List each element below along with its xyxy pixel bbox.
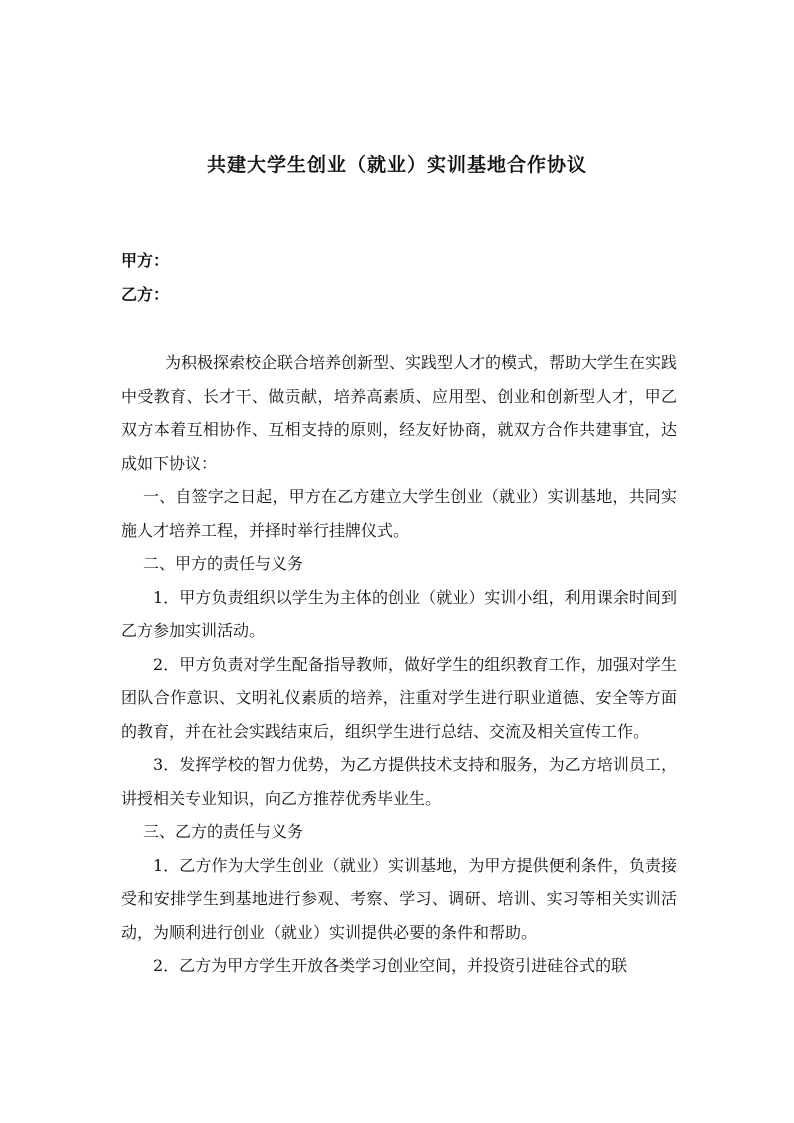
section-2-heading: 二、甲方的责任与义务: [143, 554, 304, 573]
party-a-label: 甲方：: [121, 251, 170, 270]
section-2-item-3: 3．发挥学校的智力优势，为乙方提供技术支持和服务，为乙方培训员工，讲授相关专业知识，向乙方推荐优秀毕业生。: [121, 755, 677, 808]
section-2-item-1: 1．甲方负责组织以学生为主体的创业（就业）实训小组，利用课余时间到乙方参加实训活动。: [121, 587, 677, 640]
section-3-heading: 三、乙方的责任与义务: [143, 822, 304, 841]
section-2-item-2: 2．甲方负责对学生配备指导教师，做好学生的组织教育工作，加强对学生团队合作意识、文明礼仪素质的培养，注重对学生进行职业道德、安全等方面的教育，并在社会实践结束后，组织学生进行总结、交流及相关宣传工作。: [121, 654, 677, 741]
section-3-item-1: 1．乙方作为大学生创业（就业）实训基地，为甲方提供便利条件，负责接受和安排学生到基地进行参观、考察、学习、调研、培训、实习等相关实训活动，为顺利进行创业（就业）实训提供必要的条件和帮助。: [121, 855, 677, 942]
document-title: 共建大学生创业（就业）实训基地合作协议: [206, 154, 587, 176]
agreement-body: [121, 346, 677, 983]
party-b-label: 乙方：: [121, 285, 170, 304]
clause-1: 一、自签字之日起，甲方在乙方建立大学生创业（就业）实训基地，共同实施人才培养工程，并择时举行挂牌仪式。: [121, 487, 677, 540]
intro-paragraph: 为积极探索校企联合培养创新型、实践型人才的模式，帮助大学生在实践中受教育、长才干、做贡献，培养高素质、应用型、创业和创新型人才，甲乙双方本着互相协作、互相支持的原则，经友好协商，就双方合作共建事宜，达成如下协议：: [121, 353, 678, 473]
section-3-item-2: 2．乙方为甲方学生开放各类学习创业空间，并投资引进硅谷式的联: [153, 956, 628, 975]
